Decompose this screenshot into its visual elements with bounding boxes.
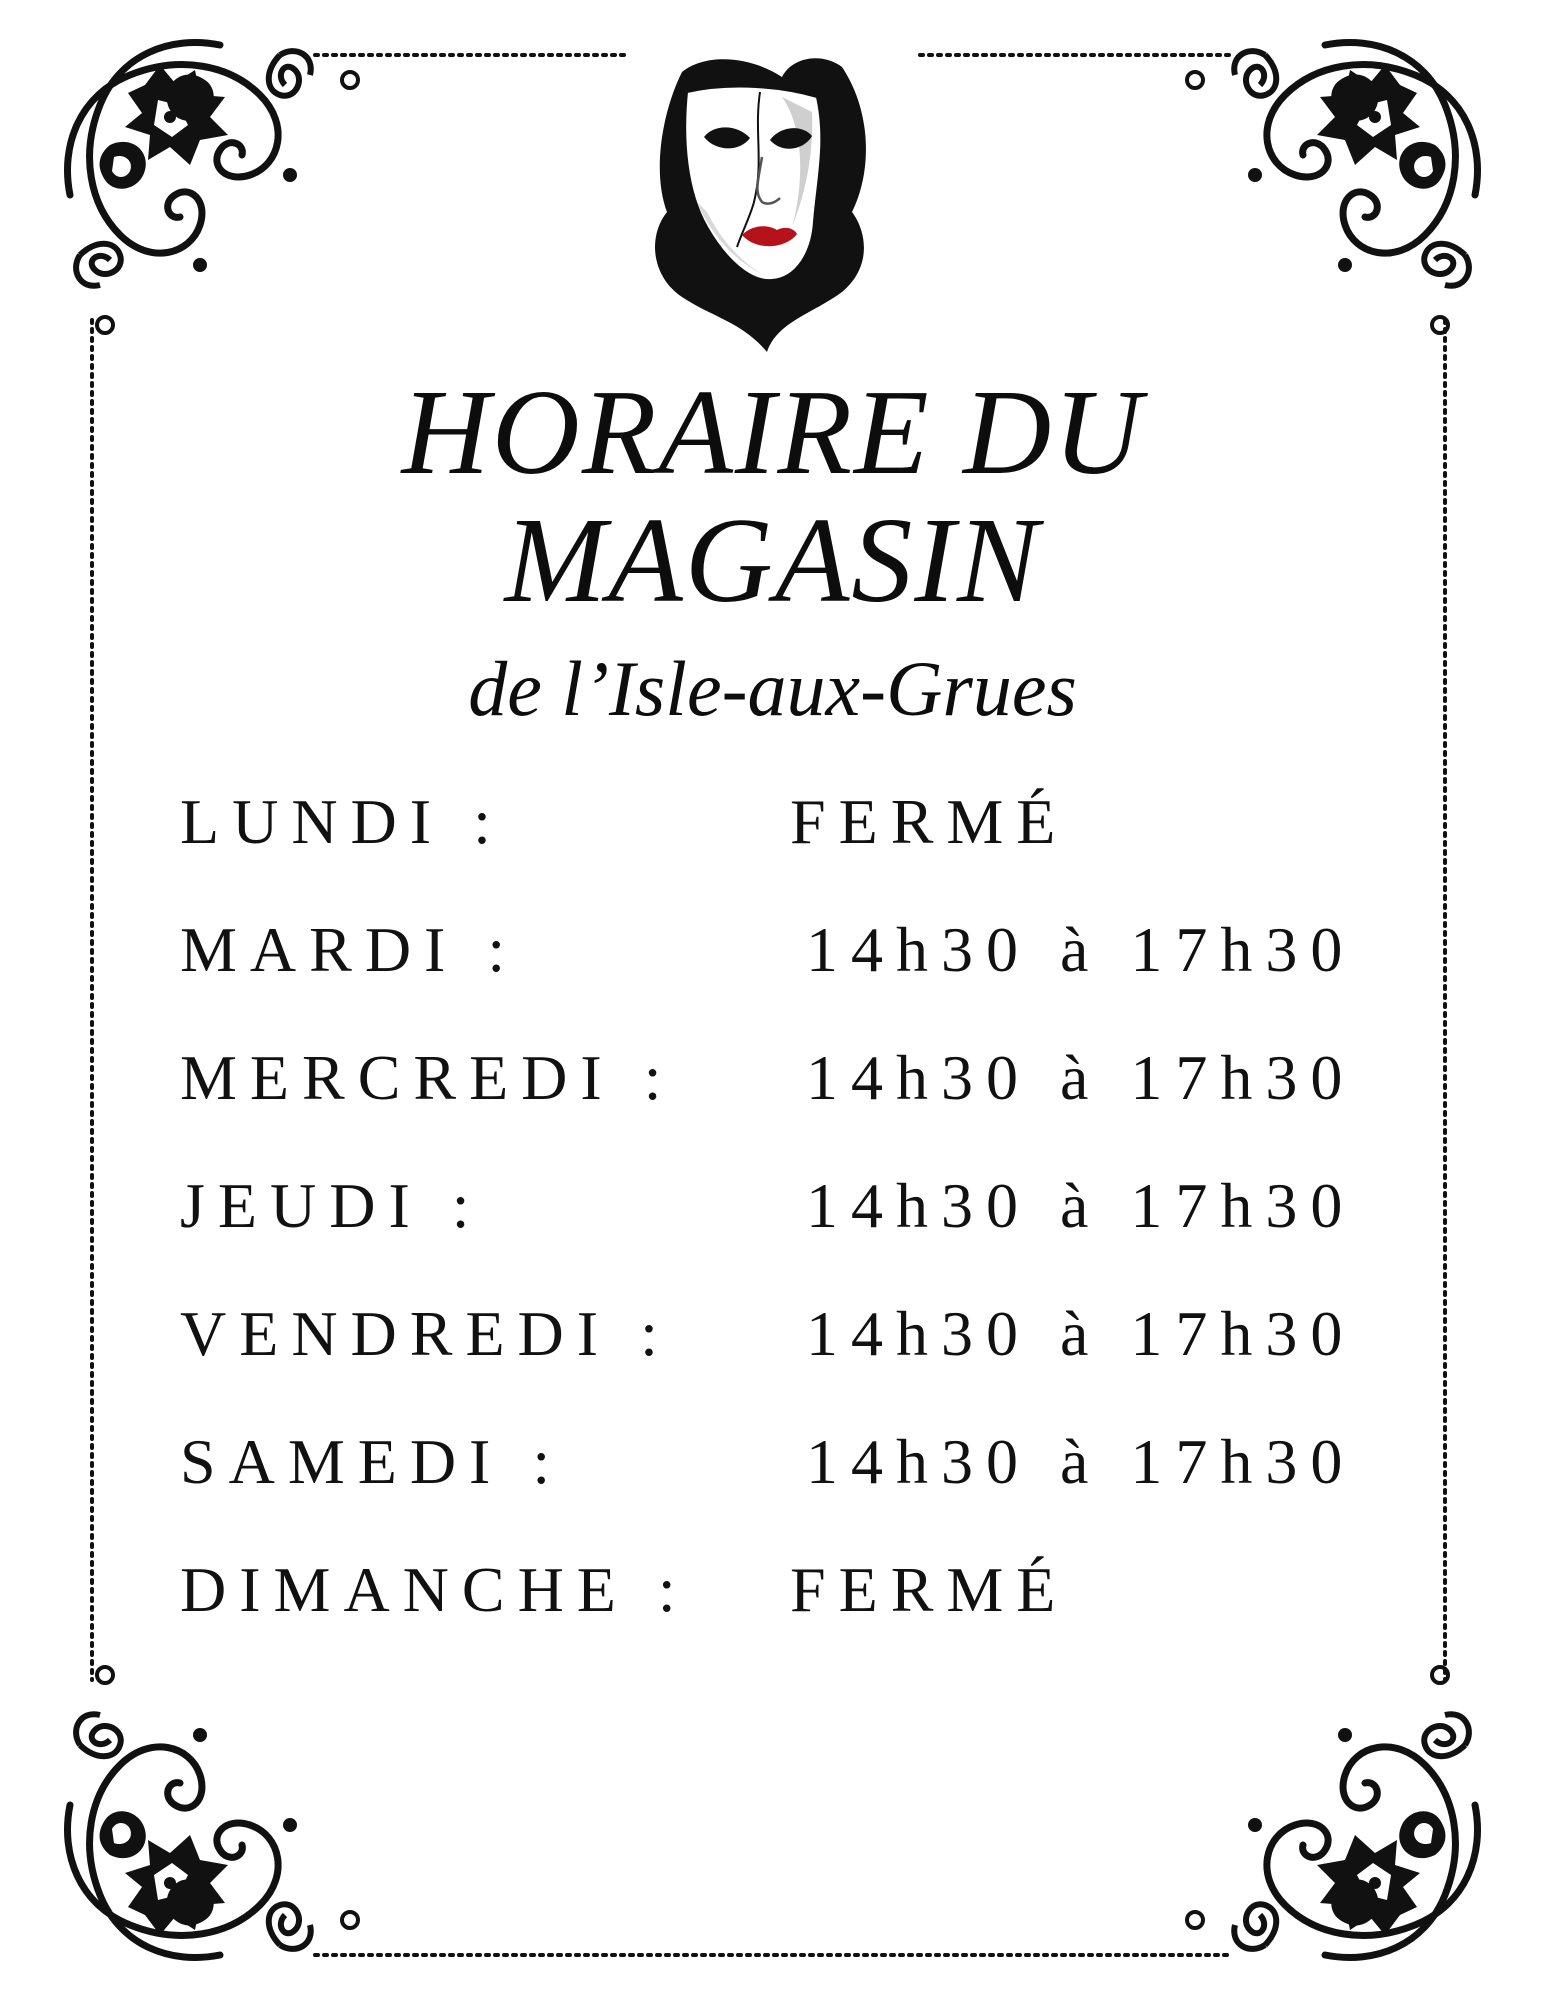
ornamental-corner-icon	[1187, 1667, 1478, 1958]
schedule-row	[0, 786, 1545, 880]
schedule-hours: 14h30 à 17h30	[806, 914, 1356, 985]
schedule-row	[0, 1298, 1545, 1392]
schedule-row	[0, 1042, 1545, 1136]
schedule-hours: FERMÉ	[790, 786, 1069, 857]
theatre-mask-icon	[642, 52, 892, 352]
ornamental-corner-icon	[68, 43, 359, 334]
ornamental-corner-icon	[68, 1667, 359, 1958]
schedule-row	[0, 1170, 1545, 1264]
schedule-day: MARDI :	[180, 914, 519, 985]
page-title-line-1: HORAIRE DU	[401, 365, 1144, 500]
schedule-row	[0, 1426, 1545, 1520]
schedule-row	[0, 1554, 1545, 1648]
schedule-hours: 14h30 à 17h30	[806, 1170, 1356, 1241]
ornamental-corner-icon	[1187, 43, 1478, 334]
schedule-hours: 14h30 à 17h30	[806, 1298, 1356, 1369]
schedule-day: LUNDI :	[180, 786, 504, 857]
page-title-line-2: MAGASIN	[504, 493, 1041, 628]
schedule-day: JEUDI :	[180, 1170, 483, 1241]
schedule-row	[0, 914, 1545, 1008]
schedule-day: SAMEDI :	[180, 1426, 564, 1497]
schedule-hours: FERMÉ	[790, 1554, 1069, 1625]
schedule-day: DIMANCHE :	[180, 1554, 689, 1625]
page-subtitle: de l’Isle-aux-Grues	[468, 645, 1077, 732]
schedule-hours: 14h30 à 17h30	[806, 1426, 1356, 1497]
schedule-day: VENDREDI :	[180, 1298, 671, 1369]
schedule-day: MERCREDI :	[180, 1042, 675, 1113]
schedule-hours: 14h30 à 17h30	[806, 1042, 1356, 1113]
